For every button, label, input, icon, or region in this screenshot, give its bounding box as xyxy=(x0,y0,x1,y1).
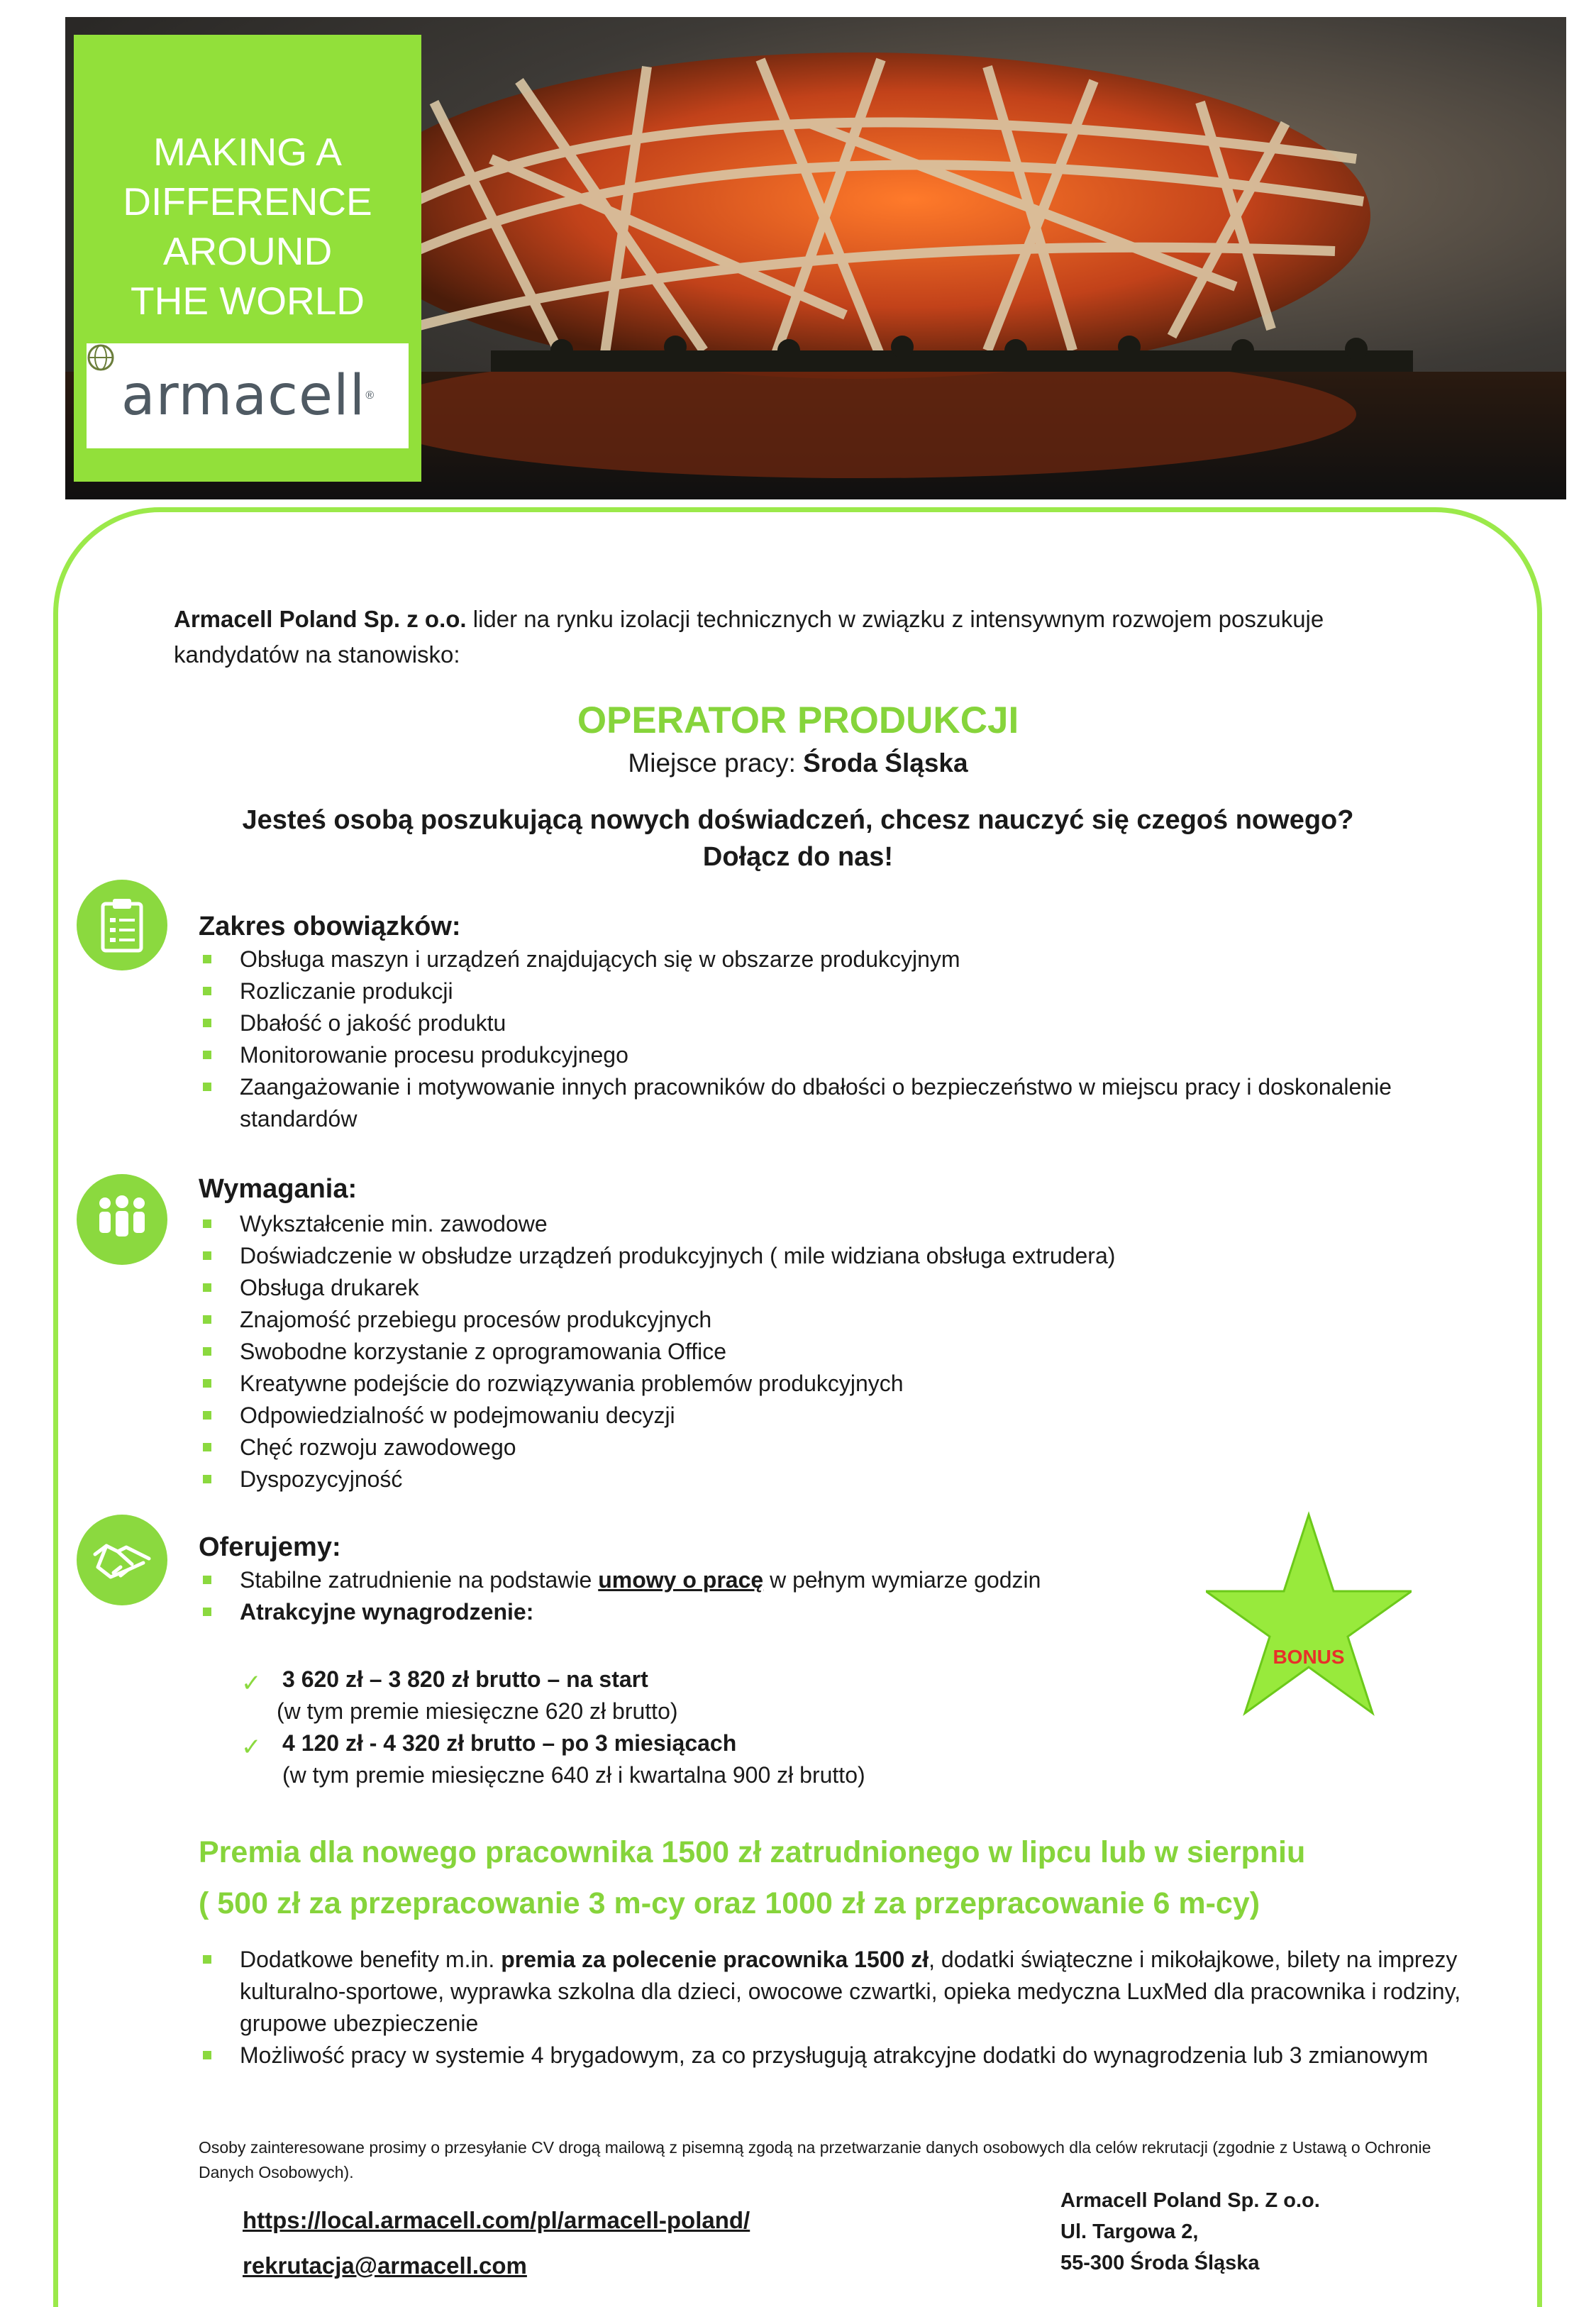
list-item: Stabilne zatrudnienie na podstawie umowy o pracę w pełnym wymiarze godzin xyxy=(199,1564,1504,1596)
company-address: Armacell Poland Sp. Z o.o. Ul. Targowa 2, 55-300 Środa Śląska xyxy=(1060,2189,1320,2274)
globe-icon xyxy=(87,343,115,372)
list-item: Obsługa drukarek xyxy=(199,1272,1504,1304)
list-item: Doświadczenie w obsłudze urządzeń produkcyjnych ( mile widziana obsługa extrudera) xyxy=(199,1240,1504,1272)
call-to-action: Jesteś osobą poszukującą nowych doświadczeń, chcesz nauczyć się czegoś nowego? Dołącz do nas! xyxy=(242,805,1354,872)
contact-links xyxy=(243,2198,750,2289)
check-icon: ✓ xyxy=(241,1734,262,1761)
list-item: Wykształcenie min. zawodowe xyxy=(199,1208,1504,1240)
handshake-icon xyxy=(77,1515,167,1605)
list-item: Kreatywne podejście do rozwiązywania problemów produkcyjnych xyxy=(199,1368,1504,1400)
website-link[interactable]: https://local.armacell.com/pl/armacell-poland/ xyxy=(243,2207,750,2233)
requirements-list xyxy=(199,1208,1504,1495)
salary-list: ✓ 3 620 zł – 3 820 zł brutto – na start (w tym premie miesięczne 620 zł brutto) ✓ 4 120 zł - 4 320 zł brutto – po 3 miesiącach (w tym premie miesięczne 640 zł i kwartalna 900 zł brutto) xyxy=(241,1664,865,1791)
salary-item: ✓ 3 620 zł – 3 820 zł brutto – na start xyxy=(241,1664,865,1695)
hero-tagline: MAKING A DIFFERENCE AROUND THE WORLD xyxy=(123,130,372,323)
list-item: Zaangażowanie i motywowanie innych pracowników do dbałości o bezpieczeństwo w miejscu pracy i doskonalenie standardów xyxy=(199,1071,1504,1135)
list-item: Możliwość pracy w systemie 4 brygadowym, za co przysługują atrakcyjne dodatki do wynagrodzenia lub 3 zmianowym xyxy=(199,2040,1504,2071)
job-title: OPERATOR PRODUKCJI xyxy=(577,699,1019,741)
list-item: Obsługa maszyn i urządzeń znajdujących się w obszarze produkcyjnym xyxy=(199,944,1504,975)
list-item: Monitorowanie procesu produkcyjnego xyxy=(199,1039,1504,1071)
salary-item: ✓ 4 120 zł - 4 320 zł brutto – po 3 miesiącach xyxy=(241,1727,865,1759)
list-item: Dodatkowe benefity m.in. premia za polecenie pracownika 1500 zł, dodatki świąteczne i mikołajkowe, bilety na imprezy kulturalno-sportowe, wyprawka szkolna dla dzieci, owocowe czwartki, opieka medyczna LuxMed dla pracownika i rodziny, grupowe ubezpieczenie xyxy=(199,1944,1504,2040)
new-employee-bonus: Premia dla nowego pracownika 1500 zł zatrudnionego w lipcu lub w sierpniu ( 500 zł za przepracowanie 3 m-cy oraz 1000 zł za przepracowanie 6 m-cy) xyxy=(199,1835,1306,1920)
list-item: Chęć rozwoju zawodowego xyxy=(199,1432,1504,1464)
list-item: Dbałość o jakość produktu xyxy=(199,1007,1504,1039)
list-item: Dyspozycyjność xyxy=(199,1464,1504,1495)
offer-heading: Oferujemy: xyxy=(199,1532,341,1562)
duties-list xyxy=(199,944,1504,1135)
footnote: Osoby zainteresowane prosimy o przesyłanie CV drogą mailową z pisemną zgodą na przetwarzanie danych osobowych dla celów rekrutacji (zgodnie z Ustawą o Ochronie Danych Osobowych). xyxy=(199,2138,1431,2181)
list-item: Rozliczanie produkcji xyxy=(199,975,1504,1007)
email-link[interactable]: rekrutacja@armacell.com xyxy=(243,2252,527,2279)
duties-heading: Zakres obowiązków: xyxy=(199,912,461,941)
benefits-list xyxy=(199,1944,1504,2071)
armacell-logo: armacell ® xyxy=(87,343,409,448)
people-icon xyxy=(77,1174,167,1265)
hero-banner xyxy=(65,17,1566,499)
list-item: Znajomość przebiegu procesów produkcyjnych xyxy=(199,1304,1504,1336)
requirements-heading: Wymagania: xyxy=(199,1174,358,1204)
list-item: Atrakcyjne wynagrodzenie: xyxy=(199,1596,1504,1628)
list-item: Swobodne korzystanie z oprogramowania Office xyxy=(199,1336,1504,1368)
bonus-star-icon xyxy=(1206,1507,1412,1720)
bonus-label: BONUS xyxy=(1273,1646,1345,1668)
intro-paragraph: Armacell Poland Sp. z o.o. lider na rynku izolacji technicznych w związku z intensywnym rozwojem poszukuje kandydatów na stanowisko: xyxy=(174,606,1324,668)
check-icon: ✓ xyxy=(241,1670,262,1697)
clipboard-icon xyxy=(77,880,167,970)
job-location: Miejsce pracy: Środa Śląska xyxy=(628,748,968,778)
list-item: Odpowiedzialność w podejmowaniu decyzji xyxy=(199,1400,1504,1432)
hero-green-panel xyxy=(74,35,421,482)
